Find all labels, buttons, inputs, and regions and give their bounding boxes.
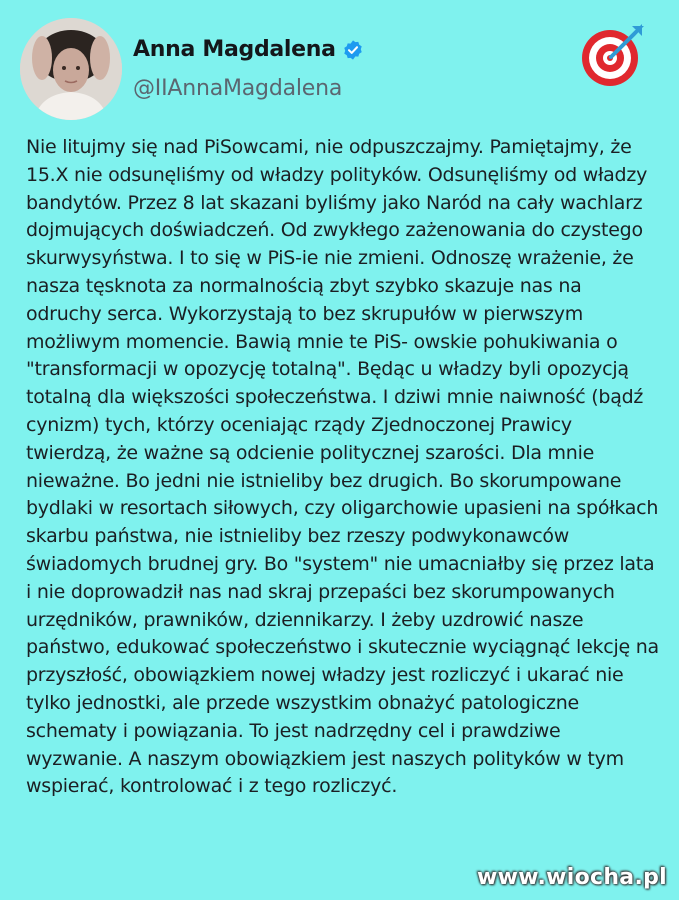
tweet-header — [20, 18, 660, 118]
author-name[interactable]: Anna Magdalena — [133, 37, 336, 62]
author-name-row — [133, 37, 364, 62]
tweet-text: Nie litujmy się nad PiSowcami, nie odpuszczajmy. Pamiętajmy, że 15.X nie odsunęliśmy od władzy polityków. Odsunęliśmy od władzy bandytów. Przez 8 lat skazani byliśmy jako Naród na cały wachlarz dojmujących doświadczeń. Od zwykłego zażenowania do czystego skurwysyństwa. I to się w PiS-ie nie zmieni. Odnoszę wrażenie, że nasza tęsknota za normalnością zbyt szybko skazuje nas na odruchy serca. Wykorzystają to bez skrupułów w pierwszym możliwym momencie. Bawią mnie te PiS- owskie pohukiwania o "transformacji w opozycję totalną". Będąc u władzy byli opozycją totalną dla większości społeczeństwa. I dziwi mnie naiwność (bądź cynizm) tych, którzy oceniając rządy Zjednoczonej Prawicy twierdzą, że ważne są odcienie politycznej szarości. Dla mnie nieważne. Bo jedni nie istnieliby bez drugich. Bo skorumpowane bydlaki w resortach siłowych, czy oligarchowie upasieni na spółkach skarbu państwa, nie istnieliby bez rzeszy podwykonawców świadomych brudnej gry. Bo "system" nie umacniałby się przez lata i nie doprowadził nas nad skraj przepaści bez skorumpowanych urzędników, prawników, dziennikarzy. I żeby uzdrowić nasze państwo, edukować społeczeństwo i skutecznie wyciągnąć lekcję na przyszłość, obowiązkiem nowej władzy jest rozliczyć i ukarać nie tylko jednostki, ale przede wszystkim obnażyć patologiczne schematy i powiązania. To jest nadrzędny cel i prawdziwe wyzwanie. A naszym obowiązkiem jest naszych polityków w tym wspierać, kontrolować i z tego rozliczyć. — [26, 136, 659, 798]
avatar[interactable] — [20, 18, 122, 120]
author-handle[interactable]: @IIAnnaMagdalena — [133, 76, 343, 101]
verified-badge-icon — [342, 39, 364, 61]
watermark: www.wiocha.pl — [477, 865, 667, 890]
profile-photo-icon — [20, 18, 122, 120]
target-with-dart-icon — [578, 18, 650, 90]
